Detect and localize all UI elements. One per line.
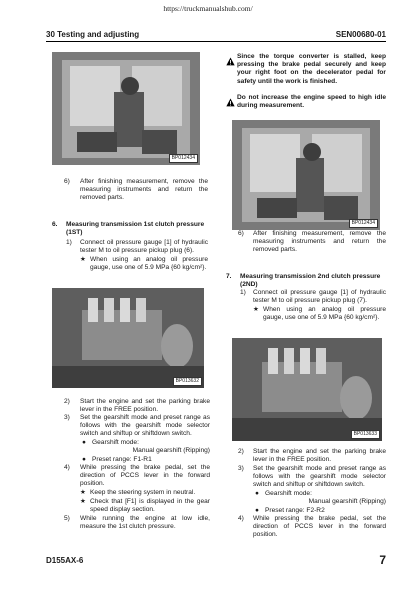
preset-range-label: Preset range: F2-R2 [265,507,325,514]
gearshift-mode-label: Gearshift mode: [92,439,139,446]
warning-text: Since the torque converter is stalled, keep pressing the brake pedal securely and keep your right foot on the decelerator pedal for safety until the work is finished. [237,53,386,85]
step-text: After finishing measurement, remove the measuring instruments and return the removed parts. [253,230,386,254]
photo-label: BP013632 [173,377,202,386]
preset-range-label: Preset range: F1-R1 [92,456,152,463]
step-text: Connect oil pressure gauge [1] of hydraulic tester M to oil pressure pickup plug (6). [80,239,208,255]
photo-label: BP012434 [349,219,378,228]
gearshift-mode-value: Manual gearshift (Ripping) [132,447,210,454]
photo-label: BP013633 [351,430,380,439]
step-number: 2) [64,398,70,405]
note-text: Check that [F1] is displayed in the gear speed display section. [90,498,210,514]
step-number: 5) [64,515,70,522]
page-number: 7 [379,553,386,567]
step-text: While pressing the brake pedal, set the direction of PCCS lever in the forward position. [80,464,210,488]
valve-photo-left [52,288,204,388]
step-text: Set the gearshift mode and preset range as follows with the gearshift mode selector switch and shiftup or shiftdown switch. [80,414,210,438]
step-number: 3) [64,414,70,421]
step-number: 1) [240,289,246,296]
model-footer: D155AX-6 [46,556,84,565]
step-number: 6) [238,230,244,237]
step-number: 2) [238,448,244,455]
section-number: 7. [226,273,232,280]
section-header: 30 Testing and adjusting [46,30,140,39]
warning-icon [226,94,236,104]
warning-icon [226,53,236,63]
section-title: Measuring transmission 2nd clutch pressure (2ND) [240,273,381,289]
note-text: When using an analog oil pressure gauge, use one of 5.9 MPa {60 kg/cm²}. [90,256,208,272]
cab-photo-left [52,52,200,165]
bullet-icon: ● [255,507,259,514]
note-text: When using an analog oil pressure gauge, use one of 5.9 MPa {60 kg/cm²}. [263,306,386,322]
step-number: 6) [64,178,70,185]
star-icon: ★ [80,489,86,496]
step-text: While running the engine at low idle, measure the 1st clutch pressure. [80,515,210,531]
step-text: Connect oil pressure gauge [1] of hydraulic tester M to oil pressure pickup plug (7). [253,289,386,305]
step-number: 4) [238,515,244,522]
star-icon: ★ [80,256,86,263]
section-title: Measuring transmission 1st clutch pressure (1ST) [66,221,205,237]
bullet-icon: ● [255,490,259,497]
header-rule [46,41,386,42]
step-text: Start the engine and set the parking brake lever in the FREE position. [253,448,386,464]
star-icon: ★ [253,306,259,313]
source-url[interactable]: https://truckmanualshub.com/ [163,4,253,13]
step-number: 1) [66,239,72,246]
step-text: After finishing measurement, remove the measuring instruments and return the removed parts. [80,178,208,202]
step-number: 3) [238,465,244,472]
warning-text: Do not increase the engine speed to high idle during measurement. [237,94,386,110]
step-text: Set the gearshift mode and preset range as follows with the gearshift mode selector switch and shiftup or shiftdown switch. [253,465,386,489]
step-text: While pressing the brake pedal, set the direction of PCCS lever in the forward position. [253,515,386,539]
valve-photo-right [232,338,382,441]
gearshift-mode-label: Gearshift mode: [265,490,312,497]
star-icon: ★ [80,498,86,505]
step-number: 4) [64,464,70,471]
bullet-icon: ● [82,439,86,446]
bullet-icon: ● [82,456,86,463]
step-text: Start the engine and set the parking brake lever in the FREE position. [80,398,210,414]
cab-photo-right [232,120,380,230]
gearshift-mode-value: Manual gearshift (Ripping) [308,498,386,505]
note-text: Keep the steering system in neutral. [90,489,196,496]
section-number: 6. [52,221,58,228]
document-id: SEN00680-01 [335,30,386,39]
photo-label: BP012434 [169,154,198,163]
